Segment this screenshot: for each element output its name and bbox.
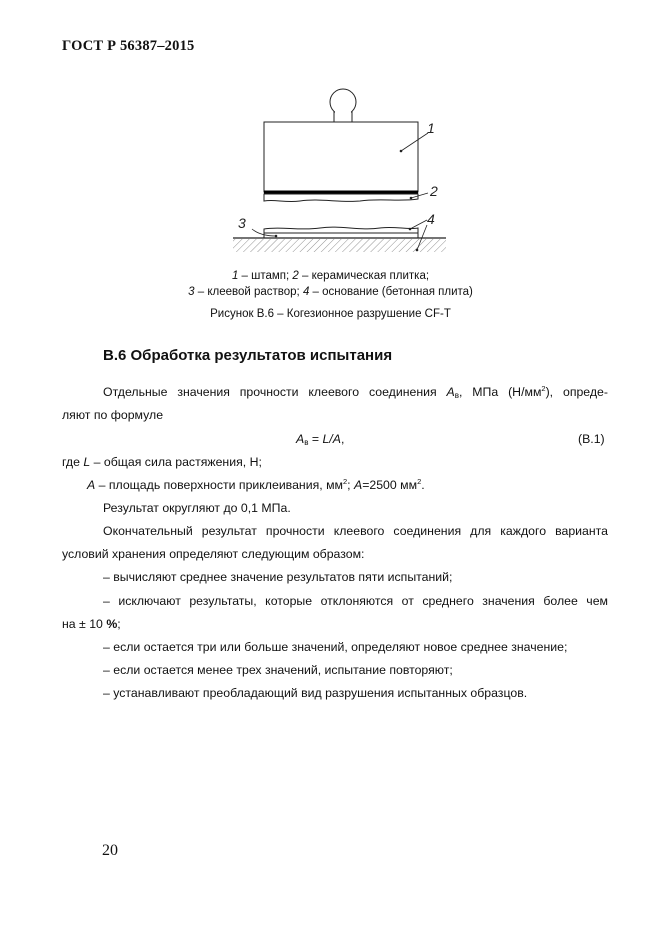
formula-number: (В.1) [578,432,605,446]
lower-adhesive-layer [264,227,418,233]
ceramic-tile [264,233,418,238]
label-1: 1 [427,120,435,136]
figure-cohesive-failure [0,0,661,260]
list-item-5: – устанавливают преобладающий вид разрушения испытанных образцов. [103,686,528,700]
paragraph-final-result-cont: условий хранения определяют следующим образом: [62,547,365,561]
paragraph-final-result: Окончательный результат прочности клеевого соединения для каждого варианта [103,524,608,538]
label-4: 4 [427,211,435,227]
figure-caption: Рисунок В.6 – Когезионное разрушение CF-T [210,308,451,320]
figure-legend-line1: 1 – штамп; 2 – керамическая плитка; [231,270,430,282]
stamp-handle [330,89,356,126]
definition-L: где L – общая сила растяжения, Н; [62,455,262,469]
upper-adhesive-layer [264,194,418,202]
list-item-2: – исключают результаты, которые отклоняются от среднего значения более чем [103,594,608,608]
document-header: ГОСТ Р 56387–2015 [62,38,195,54]
list-item-4: – если остается менее трех значений, испытание повторяют; [103,663,453,677]
list-item-2-cont: на ± 10 %; [62,617,121,631]
base-hatching [233,239,446,252]
figure-legend-line2: 3 – клеевой раствор; 4 – основание (бетонная плита) [188,286,473,298]
label-3: 3 [238,215,246,231]
paragraph-strength-values: Отдельные значения прочности клеевого соединения $А_в$, МПа $(Н/мм^2)$, опреде- [103,384,608,400]
list-item-3: – если остается три или больше значений, определяют новое среднее значение; [103,640,568,654]
label-2: 2 [430,183,438,199]
paragraph-rounding: Результат округляют до 0,1 МПа. [103,501,291,515]
paragraph-strength-values-cont: ляют по формуле [62,408,164,422]
definition-A: А – площадь поверхности приклеивания, $мм^2$; А=2500 $мм^2$. [87,477,425,492]
section-title: В.6 Обработка результатов испытания [103,347,393,364]
formula: $А_в = L/A$, [296,432,345,447]
page-number: 20 [102,842,118,859]
stamp [264,122,418,192]
list-item-1: – вычисляют среднее значение результатов пяти испытаний; [103,570,453,584]
